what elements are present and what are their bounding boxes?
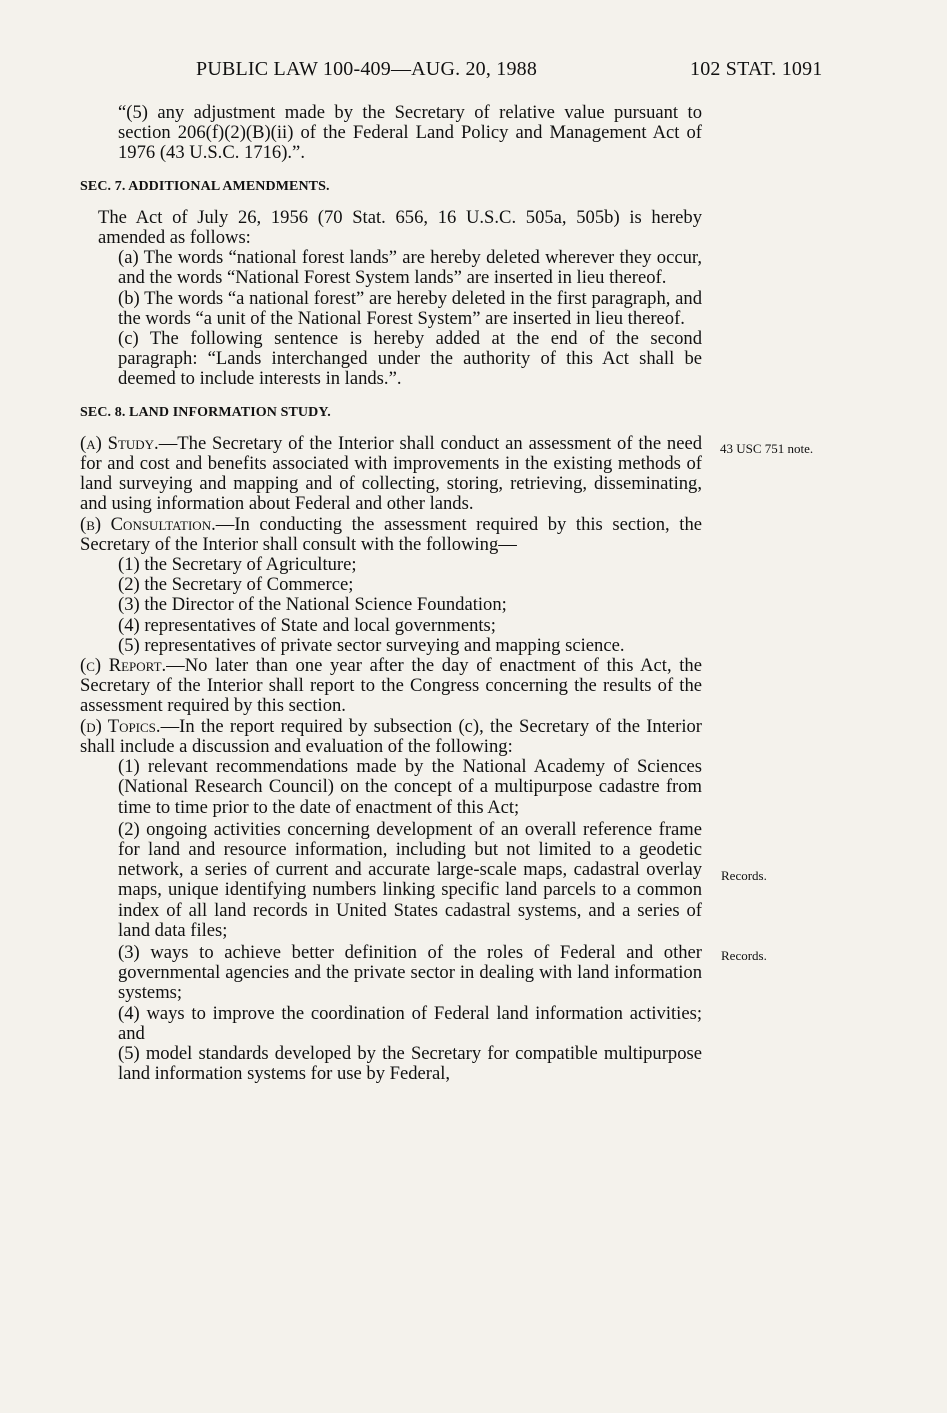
section-8-d-label: (d) Topics. — [80, 715, 161, 737]
section-7-c: (c) The following sentence is hereby added at the end of the second paragraph: “Lands interchanged under the authority of this Act shall be deemed to include interests in lands.”. — [118, 328, 702, 390]
section-8-a-label: (a) Study. — [80, 432, 159, 454]
document-body — [80, 103, 702, 1084]
section-8-b-3: (3) the Director of the National Science Foundation; — [118, 594, 507, 616]
statute-page-number: 102 STAT. 1091 — [690, 58, 823, 80]
section-8-d — [80, 717, 702, 757]
section-8-b-label: (b) Consultation. — [80, 513, 216, 535]
section-8-d-3: (3) ways to achieve better definition of the roles of Federal and other governmental agencies and the private sector in dealing with land information systems; — [118, 941, 702, 1004]
quoted-paragraph: “(5) any adjustment made by the Secretary of relative value pursuant to section 206(f)(2)(B)(ii) of the Federal Land Policy and Management Act of 1976 (43 U.S.C. 1716).”. — [118, 102, 702, 164]
section-8-b-text: —In conducting the assessment required by this section, the Secretary of the Interior shall consult with the following— — [80, 513, 703, 555]
section-8-d-4: (4) ways to improve the coordination of Federal land information activities; and — [118, 1002, 702, 1044]
margin-note-records-1: Records. — [721, 868, 767, 883]
section-8-d-1: (1) relevant recommendations made by the National Academy of Sciences (National Research Council) on the concept of a multipurpose cadastre from time to time prior to the date of enactment of this Act; — [118, 756, 702, 818]
running-head: PUBLIC LAW 100-409—AUG. 20, 1988 — [196, 58, 538, 80]
section-8-d-2: (2) ongoing activities concerning development of an overall reference frame for land and resource information, including but not limited to a geodetic network, a series of current and accurate large-scale maps, cadastral overlay maps, unique identifying numbers linking specific land parcels to a common index of all land records in United States cadastral systems, and a series of land data files; — [118, 818, 702, 941]
section-8-heading: SEC. 8. LAND INFORMATION STUDY. — [80, 404, 331, 420]
section-8-a — [80, 434, 702, 515]
section-8-c-text: —No later than one year after the day of enactment of this Act, the Secretary of the Interior shall report to the Congress concerning the results of the assessment required by this section. — [80, 655, 702, 717]
section-7-intro: The Act of July 26, 1956 (70 Stat. 656, 16 U.S.C. 505a, 505b) is hereby amended as follows: — [98, 206, 702, 249]
margin-note-records-2: Records. — [721, 948, 767, 963]
section-8-c-label: (c) Report. — [80, 655, 167, 677]
section-8-b-1: (1) the Secretary of Agriculture; — [118, 554, 357, 576]
section-8-b-5: (5) representatives of private sector surveying and mapping science. — [118, 634, 625, 656]
section-7-a: (a) The words “national forest lands” are hereby deleted wherever they occur, and the words “National Forest System lands” are inserted in lieu thereof. — [118, 247, 702, 289]
section-8-c — [80, 656, 702, 717]
section-7-b: (b) The words “a national forest” are hereby deleted in the first paragraph, and the words “a unit of the National Forest System” are inserted in lieu thereof. — [118, 287, 702, 329]
section-8-b — [80, 515, 702, 555]
section-8-b-2: (2) the Secretary of Commerce; — [118, 574, 354, 596]
section-8-a-text: —The Secretary of the Interior shall conduct an assessment of the need for and cost and benefits associated with improvements in the existing methods of land surveying and mapping and of collecting, storing, retrieving, disseminating, and using information about Federal and other lands. — [80, 432, 702, 515]
section-8-b-4: (4) representatives of State and local governments; — [118, 614, 496, 636]
section-8-d-text: —In the report required by subsection (c), the Secretary of the Interior shall include a discussion and evaluation of the following: — [80, 715, 702, 757]
margin-note-usc: 43 USC 751 note. — [720, 441, 814, 456]
section-7-heading: SEC. 7. ADDITIONAL AMENDMENTS. — [80, 178, 330, 194]
section-8-d-5: (5) model standards developed by the Secretary for compatible multipurpose land information systems for use by Federal, — [118, 1042, 702, 1085]
